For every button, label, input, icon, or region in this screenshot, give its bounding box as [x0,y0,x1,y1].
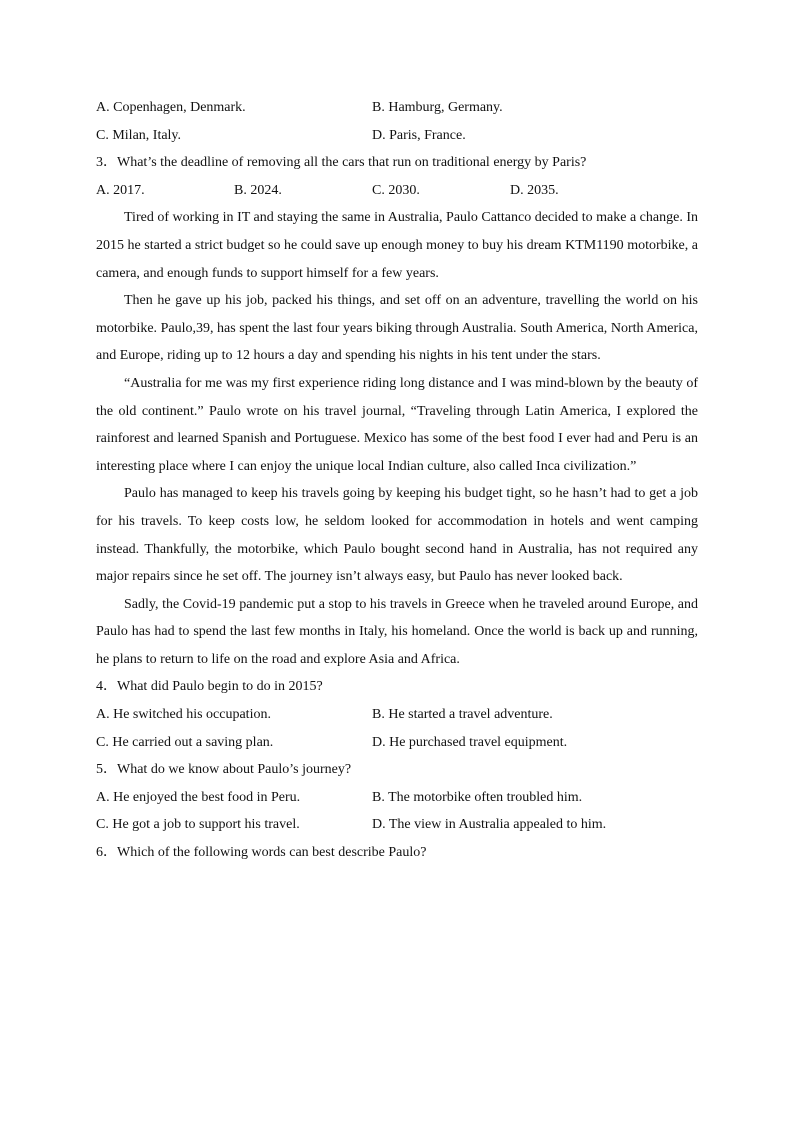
q3-stem: 3．What’s the deadline of removing all the cars that run on traditional energy by Paris? [96,155,587,171]
exam-page [96,94,698,867]
q6-stem: 6．Which of the following words can best describe Paulo? [96,845,427,861]
q5-option-d: D. The view in Australia appealed to him. [372,817,607,833]
q4-option-b: B. He started a travel adventure. [372,707,553,723]
q3-option-a: A. 2017. [96,182,145,198]
q4-options-row-2 [96,729,698,757]
q3-option-d: D. 2035. [510,182,559,198]
q5-option-b: B. The motorbike often troubled him. [372,789,583,805]
q2-options-row-2 [96,122,698,150]
q2-option-c: C. Milan, Italy. [96,127,182,143]
q5-option-c: C. He got a job to support his travel. [96,817,300,833]
passage-paragraph-1: Tired of working in IT and staying the same in Australia, Paulo Cattanco decided to make a change. In 2015 he started a strict budget so he could save up enough money to buy his dream KTM1190 motorbike, a camera, and enough funds to support himself for a few years. [96,210,698,281]
passage-paragraph-3: “Australia for me was my first experience riding long distance and I was mind-blown by the beauty of the old continent.” Paulo wrote on his travel journal, “Traveling through Latin America, I explored the rainforest and learned Spanish and Portuguese. Mexico has some of the best food I ever had and Peru is an interesting place where I can enjoy the unique local Indian culture, also called Inca civilization.” [96,375,698,474]
q4-option-c: C. He carried out a saving plan. [96,734,274,750]
q5-options-row-2 [96,811,698,839]
q2-option-d: D. Paris, France. [372,127,466,143]
q5-stem: 5．What do we know about Paulo’s journey? [96,762,352,778]
q2-option-a: A. Copenhagen, Denmark. [96,100,246,115]
passage-paragraph-4: Paulo has managed to keep his travels going by keeping his budget tight, so he hasn’t had to get a job for his travels. To keep costs low, he seldom looked for accommodation in hotels and went camping instead. Thankfully, the motorbike, which Paulo bought second hand in Australia, has not required any major repairs since he set off. The journey isn’t always easy, but Paulo has never looked back. [96,486,698,585]
q5-option-a: A. He enjoyed the best food in Peru. [96,789,301,805]
q3-option-c: C. 2030. [372,182,420,198]
q4-options-row-1 [96,701,698,729]
q2-option-b: B. Hamburg, Germany. [372,100,503,115]
q4-stem: 4．What did Paulo begin to do in 2015? [96,679,323,695]
q3-option-b: B. 2024. [234,182,282,198]
q3-options-row [96,177,698,205]
q4-option-a: A. He switched his occupation. [96,707,271,723]
q2-options-row-1 [96,94,698,122]
passage-paragraph-5: Sadly, the Covid-19 pandemic put a stop to his travels in Greece when he traveled around Europe, and Paulo has had to spend the last few months in Italy, his homeland. Once the world is back up and running, he plans to return to life on the road and explore Asia and Africa. [96,596,698,667]
q5-options-row-1 [96,784,698,812]
passage-paragraph-2: Then he gave up his job, packed his things, and set off on an adventure, travelling the world on his motorbike. Paulo,39, has spent the last four years biking through Australia. South America, North America, and Europe, riding up to 12 hours a day and spending his nights in his tent under the stars. [96,293,698,364]
q4-option-d: D. He purchased travel equipment. [372,734,568,750]
